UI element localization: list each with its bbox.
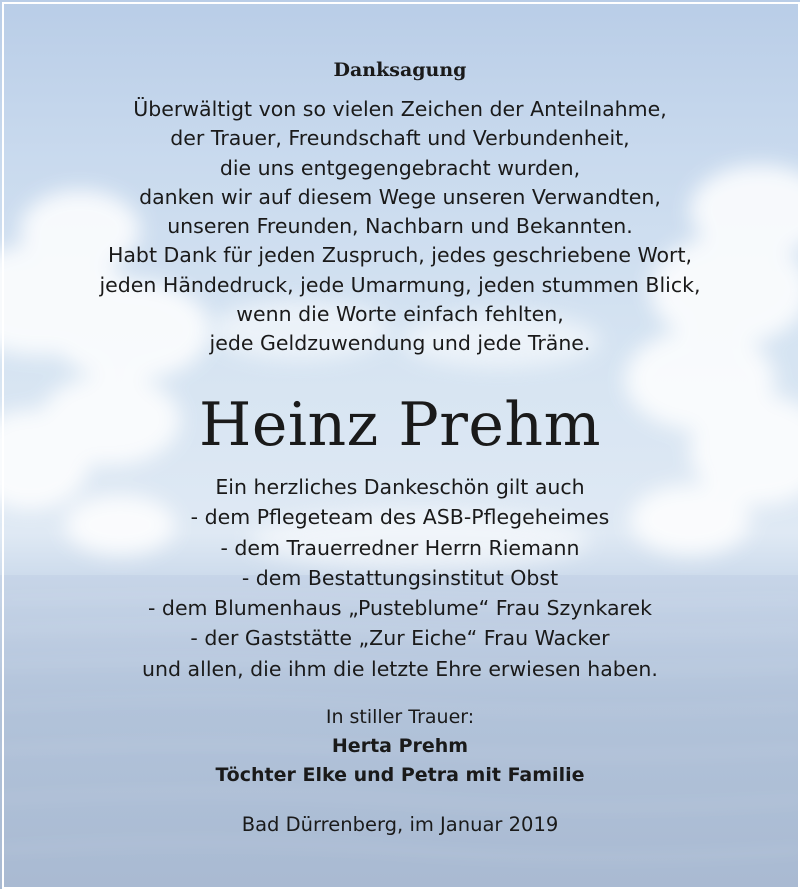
place-date: Bad Dürrenberg, im Januar 2019 <box>241 813 559 836</box>
mourning-block <box>0 703 800 790</box>
thanks-line: - dem Bestattungsinstitut Obst <box>241 565 559 590</box>
thanks-line: - dem Trauerredner Herrn Riemann <box>220 535 580 560</box>
thanks-line: - dem Pflegeteam des ASB-Pflegeheimes <box>190 505 610 530</box>
thanks-verse <box>0 95 800 359</box>
verse-line: die uns entgegengebracht wurden, <box>219 155 581 180</box>
verse-line: wenn die Worte einfach fehlten, <box>236 302 564 327</box>
mourner-widow: Herta Prehm <box>331 735 469 757</box>
verse-line: der Trauer, Freundschaft und Verbundenheit, <box>170 126 630 151</box>
verse-line: Habt Dank für jeden Zuspruch, jedes geschriebene Wort, <box>107 243 693 268</box>
verse-line: jeden Händedruck, jede Umarmung, jeden stummen Blick, <box>99 272 701 297</box>
verse-line: unseren Freunden, Nachbarn und Bekannten. <box>167 214 633 239</box>
mourner-family: Töchter Elke und Petra mit Familie <box>215 764 585 786</box>
verse-line: jede Geldzuwendung und jede Träne. <box>209 331 591 356</box>
thanks-line: - der Gaststätte „Zur Eiche“ Frau Wacker <box>190 626 610 651</box>
thanks-list <box>0 472 800 684</box>
notice-heading: Danksagung <box>333 59 467 81</box>
verse-line: Überwältigt von so vielen Zeichen der Anteilnahme, <box>133 97 667 121</box>
thanks-line: und allen, die ihm die letzte Ehre erwiesen haben. <box>142 656 658 681</box>
mourning-intro: In stiller Trauer: <box>325 706 475 728</box>
verse-line: danken wir auf diesem Wege unseren Verwandten, <box>139 184 661 209</box>
deceased-name: Heinz Prehm <box>199 390 601 460</box>
thanks-line: - dem Blumenhaus „Pusteblume“ Frau Szynkarek <box>148 596 652 621</box>
thanks-line: Ein herzliches Dankeschön gilt auch <box>215 475 585 499</box>
